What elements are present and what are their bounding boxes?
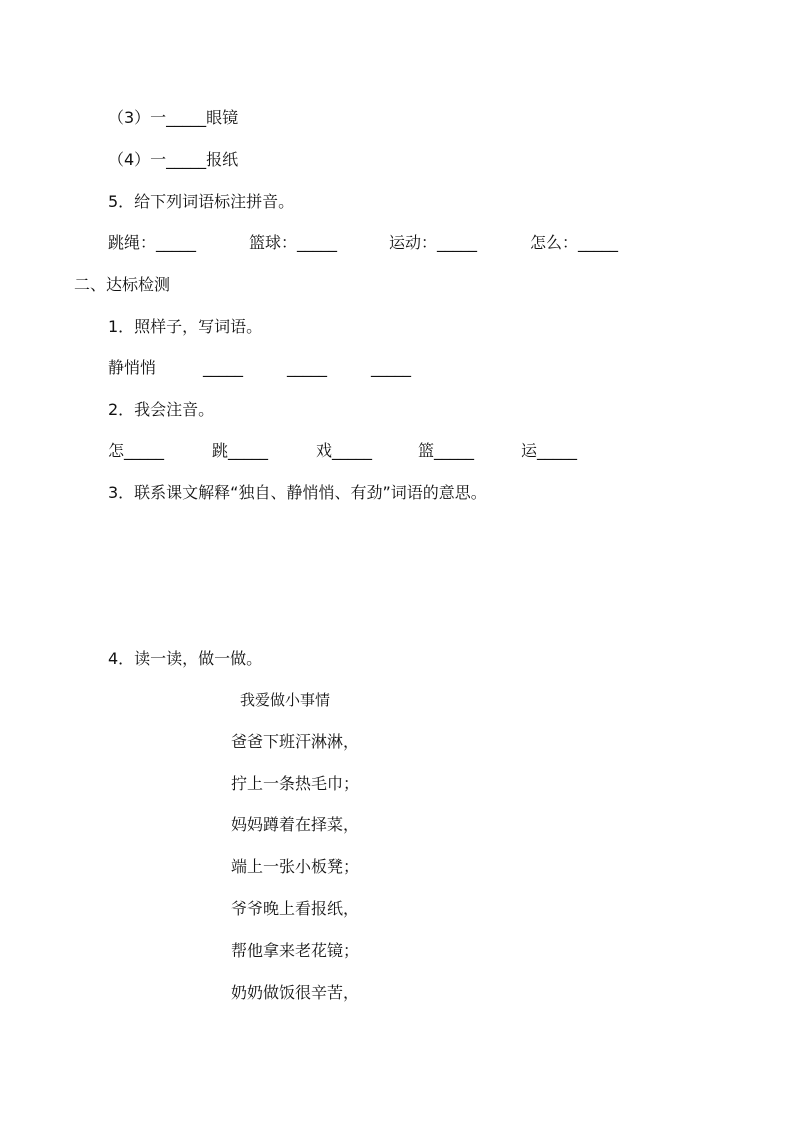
poem-line: 端上一张小板凳； [231, 857, 360, 876]
phonetic-char: 戏_____ [316, 441, 373, 460]
answer-blank: _____ [371, 358, 411, 377]
question-5-prompt: 5．给下列词语标注拼音。 [108, 192, 295, 211]
pinyin-word-row [0, 233, 794, 255]
question-2-prompt: 2．我会注音。 [108, 400, 215, 419]
phonetic-char-row [0, 441, 794, 463]
pinyin-word: 跳绳：_____ [108, 233, 197, 252]
example-word: 静悄悄 [108, 358, 157, 377]
pinyin-word: 怎么：_____ [530, 233, 619, 252]
poem-line: 妈妈蹲着在择菜， [231, 815, 360, 834]
phonetic-char: 跳_____ [212, 441, 269, 460]
answer-blank: _____ [203, 358, 243, 377]
poem-line: 帮他拿来老花镜； [231, 941, 360, 960]
phonetic-char: 怎_____ [108, 441, 165, 460]
fill-item-4: （4）一_____报纸 [108, 150, 239, 169]
phonetic-char: 运_____ [521, 441, 578, 460]
poem-line: 爷爷晚上看报纸， [231, 899, 360, 918]
section-heading: 二、达标检测 [74, 275, 171, 294]
poem-line: 奶奶做饭很辛苦， [231, 983, 360, 1002]
question-3-prompt: 3．联系课文解释“独自、静悄悄、有劲”词语的意思。 [108, 483, 487, 502]
poem-line: 爸爸下班汗淋淋， [231, 732, 360, 751]
poem-line: 拧上一条热毛巾； [231, 774, 360, 793]
pinyin-word: 运动：_____ [389, 233, 478, 252]
poem-title: 我爱做小事情 [240, 691, 331, 709]
example-word-row [0, 358, 794, 380]
question-1-prompt: 1．照样子，写词语。 [108, 317, 263, 336]
fill-item-3: （3）一_____眼镜 [108, 108, 239, 127]
question-4-prompt: 4．读一读，做一做。 [108, 649, 263, 668]
answer-blank: _____ [287, 358, 327, 377]
pinyin-word: 篮球：_____ [249, 233, 338, 252]
phonetic-char: 篮_____ [418, 441, 475, 460]
